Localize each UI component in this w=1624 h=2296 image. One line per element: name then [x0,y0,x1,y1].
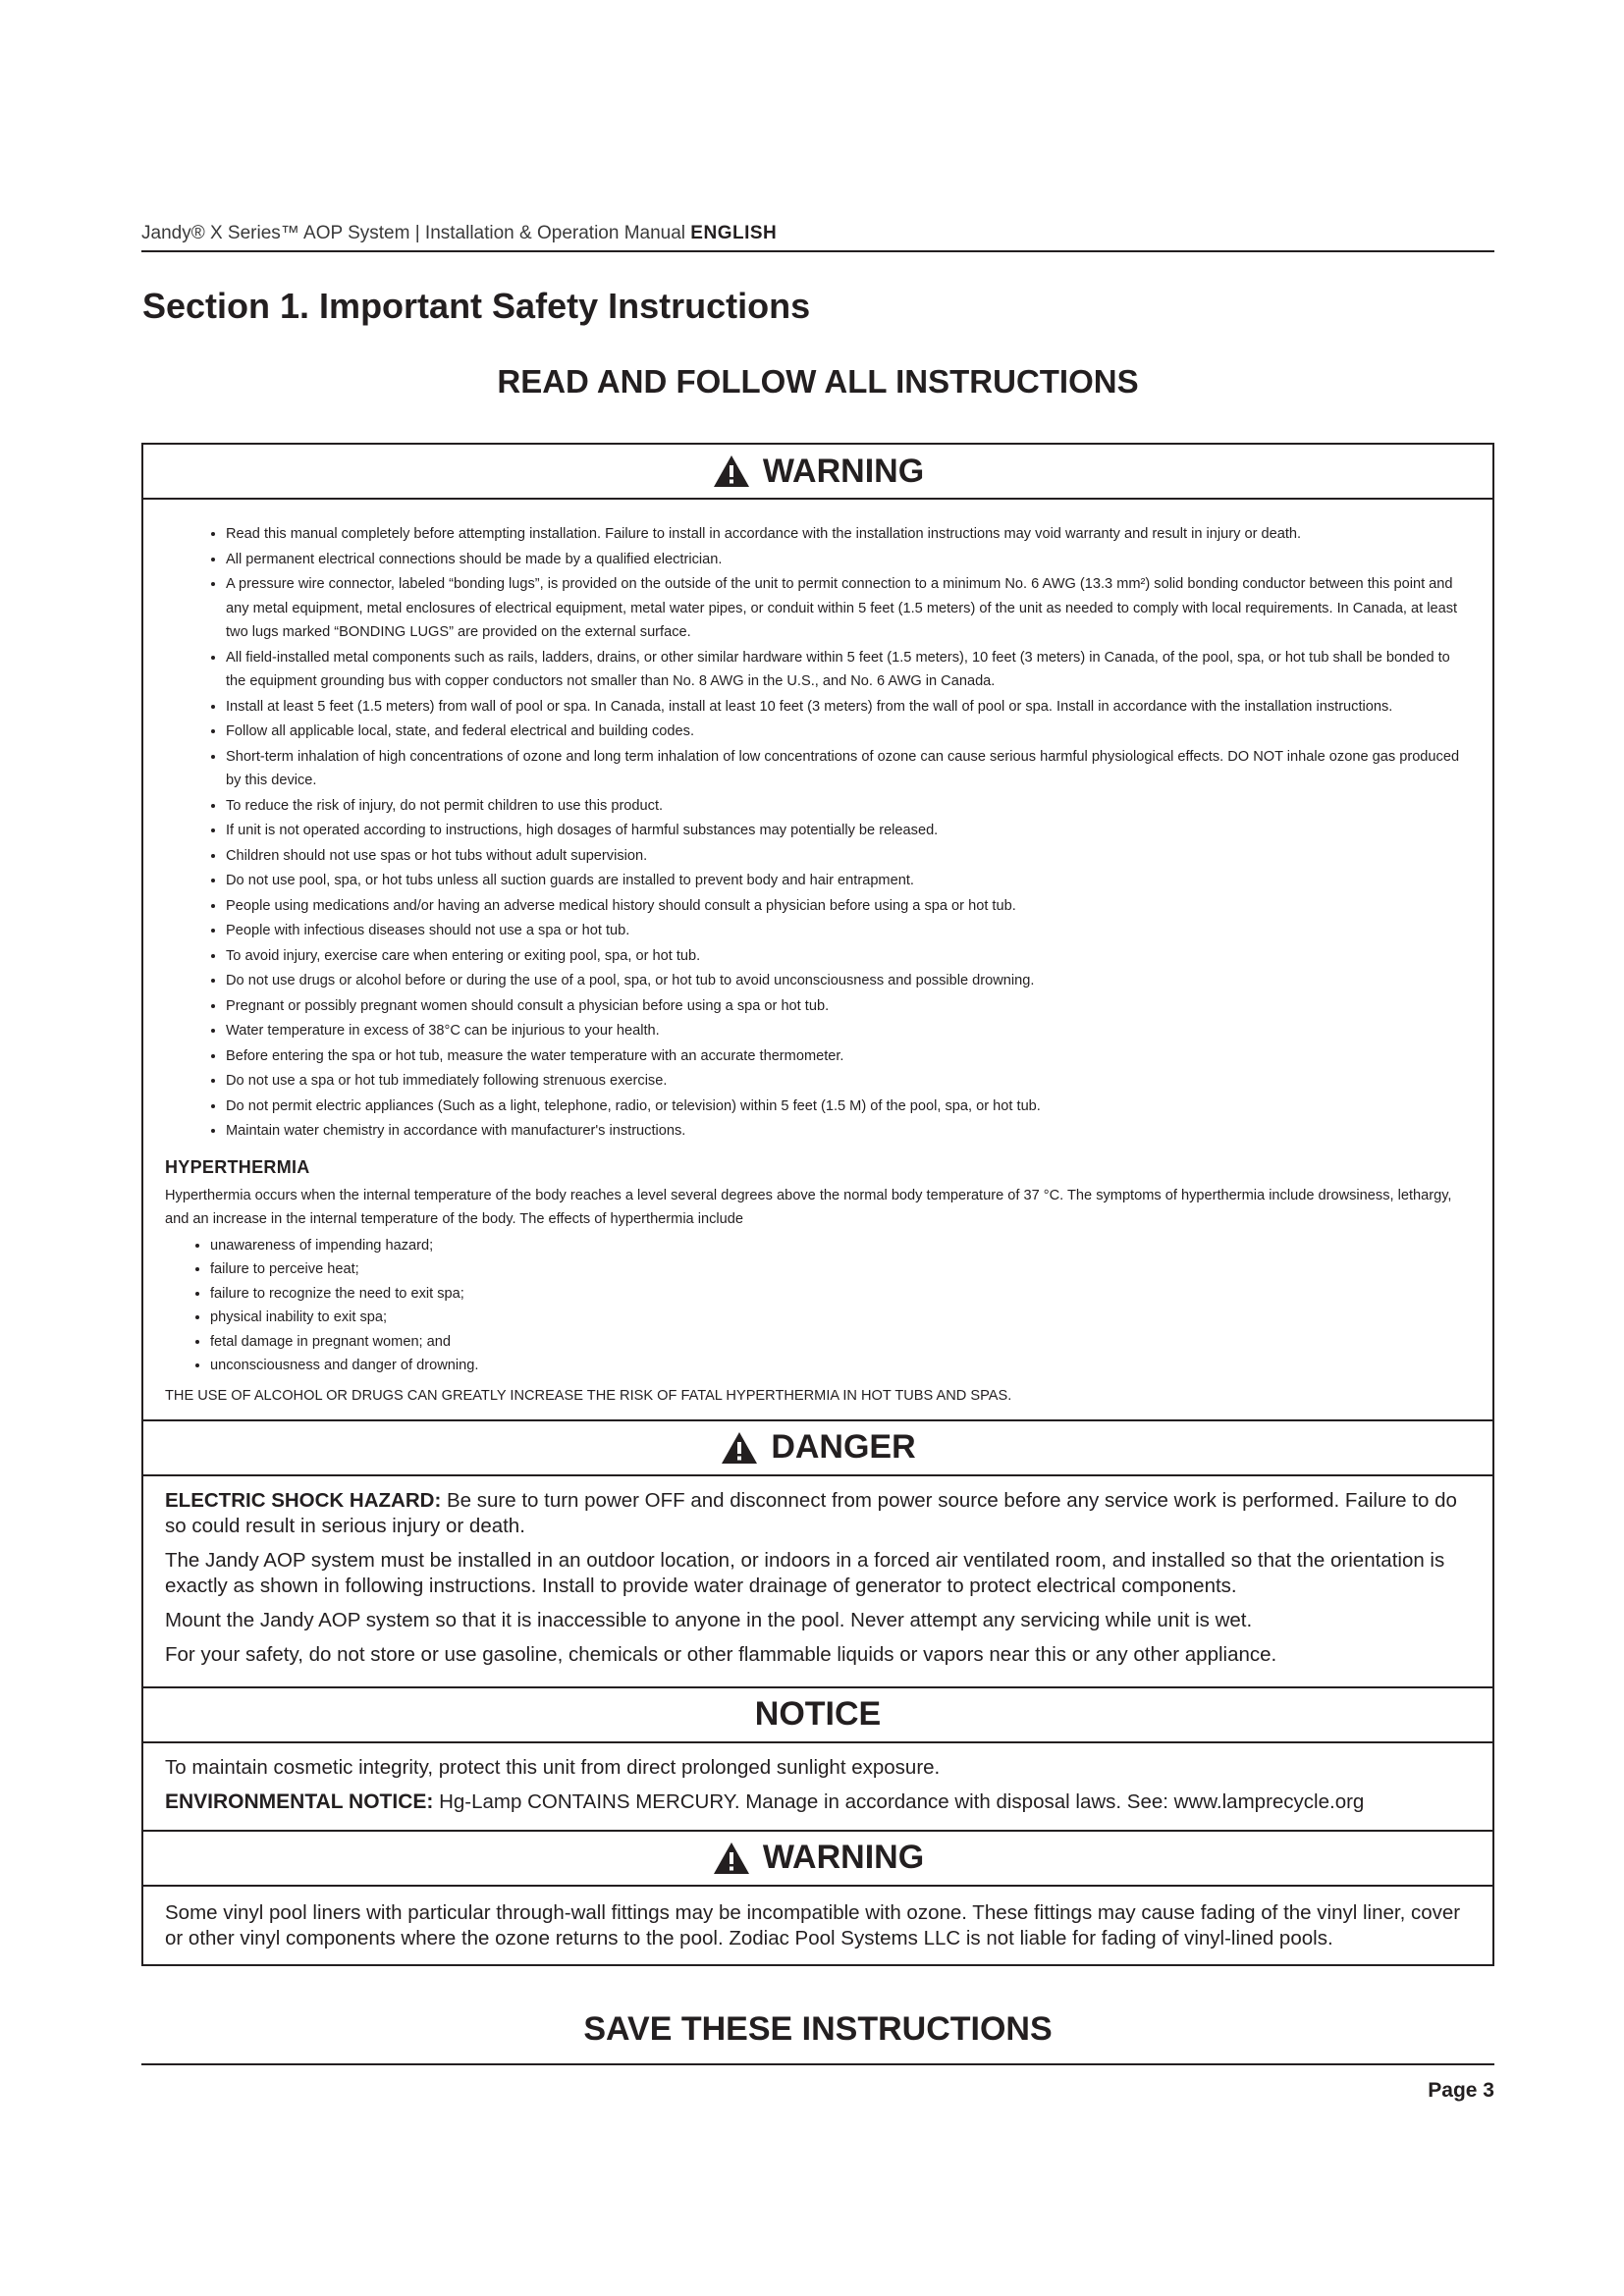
language-label: ENGLISH [690,223,778,243]
danger-header [143,1419,1492,1476]
warning-header [143,445,1492,500]
save-instructions-heading: SAVE THESE INSTRUCTIONS [583,2010,1053,2048]
hyperthermia-text: Hyperthermia occurs when the internal temperature of the body reaches a level several degrees above the normal body temperature of 37 °C. The symptoms of hyperthermia include drowsiness, lethargy, and an increase in the internal temperature of the body. The effects of hyperthermia include [165,1187,1452,1227]
list-item: • All field-installed metal components such as rails, ladders, drains, or other similar hardware within 5 feet (1.5 meters), 10 feet (3 meters) in Canada, of the pool, spa, or hot tub shall be bonded to the equipment grounding bus with copper conductors not smaller than No. 8 AWG in the U.S., and No. 6 AWG in Canada. [226,645,1471,694]
hyperthermia-effects-list [165,1234,1471,1378]
notice-title: NOTICE [754,1695,882,1733]
warning-body [143,500,1492,1419]
danger-paragraph [165,1488,1471,1539]
list-item: • unconsciousness and danger of drowning. [210,1354,1471,1378]
warning2-body [143,1887,1492,1964]
list-item: • People using medications and/or having an adverse medical history should consult a physician before using a spa or hot tub. [226,893,1471,919]
list-item: • unawareness of impending hazard; [210,1234,1471,1258]
list-item: • failure to recognize the need to exit spa; [210,1282,1471,1307]
warning2-text: Some vinyl pool liners with particular through-wall fittings may be incompatible with ozone. These fittings may cause fading of the vinyl liner, cover or other vinyl components where the ozone returns to the pool. Zodiac Pool Systems LLC is not liable for fading of vinyl-lined pools. [165,1900,1461,1949]
list-item: • Before entering the spa or hot tub, measure the water temperature with an accurate thermometer. [226,1043,1471,1069]
notice-paragraph: To maintain cosmetic integrity, protect this unit from direct prolonged sunlight exposure. [165,1755,941,1779]
list-item: • failure to perceive heat; [210,1257,1471,1282]
section-title: Section 1. Important Safety Instructions [142,286,811,326]
list-item: • Children should not use spas or hot tubs without adult supervision. [226,843,1471,869]
list-item: • Do not use pool, spa, or hot tubs unless all suction guards are installed to prevent body and hair entrapment. [226,868,1471,893]
warning-list [165,521,1471,1144]
warning-title: WARNING [762,452,925,490]
list-item: • fetal damage in pregnant women; and [210,1330,1471,1355]
warning-triangle-icon [712,454,751,489]
alcohol-drugs-warning: THE USE OF ALCOHOL OR DRUGS CAN GREATLY INCREASE THE RISK OF FATAL HYPERTHERMIA IN HOT TUBS AND SPAS. [165,1387,1012,1404]
list-item: • Pregnant or possibly pregnant women should consult a physician before using a spa or hot tub. [226,993,1471,1019]
environmental-notice [165,1789,1471,1815]
hyperthermia-heading: HYPERTHERMIA [165,1156,310,1177]
list-item: • Install at least 5 feet (1.5 meters) from wall of pool or spa. In Canada, install at least 10 feet (3 meters) from the wall of pool or spa. Install in accordance with the installation instructions. [226,694,1471,720]
running-head [141,223,1494,252]
running-head-text: Jandy® X Series™ AOP System | Installation & Operation Manual [141,223,686,243]
notice-body [143,1743,1492,1830]
list-item: • Read this manual completely before attempting installation. Failure to install in accordance with the installation instructions may void warranty and result in injury or death. [226,521,1471,547]
list-item: • To avoid injury, exercise care when entering or exiting pool, spa, or hot tub. [226,943,1471,969]
danger-text: Be sure to turn power OFF and disconnect from power source before any service work is performed. Failure to do so could result in serious injury or death. [165,1488,1457,1537]
list-item: • All permanent electrical connections should be made by a qualified electrician. [226,547,1471,572]
environmental-text: Hg-Lamp CONTAINS MERCURY. Manage in accordance with disposal laws. See: www.lamprecycle.org [439,1789,1365,1813]
list-item: • People with infectious diseases should not use a spa or hot tub. [226,918,1471,943]
danger-paragraph: The Jandy AOP system must be installed in an outdoor location, or indoors in a forced air ventilated room, and installed so that the orientation is exactly as shown in following instructions. Install to provide water drainage of generator to protect electrical components. [165,1548,1445,1597]
list-item: • Maintain water chemistry in accordance with manufacturer's instructions. [226,1118,1471,1144]
danger-triangle-icon [720,1430,759,1466]
warning-triangle-icon [712,1841,751,1876]
list-item: • Do not use drugs or alcohol before or during the use of a pool, spa, or hot tub to avoid unconsciousness and possible drowning. [226,968,1471,993]
environmental-lead: ENVIRONMENTAL NOTICE: [165,1789,434,1813]
list-item: • Water temperature in excess of 38°C can be injurious to your health. [226,1018,1471,1043]
list-item: • If unit is not operated according to instructions, high dosages of harmful substances may potentially be released. [226,818,1471,843]
list-item: • A pressure wire connector, labeled “bonding lugs”, is provided on the outside of the unit to permit connection to a minimum No. 6 AWG (13.3 mm²) solid bonding conductor between this point and any metal equipment, metal enclosures of electrical equipment, metal water pipes, or conduit within 5 feet (1.5 meters) of the unit as needed to comply with local requirements. In Canada, at least two lugs marked “BONDING LUGS” are provided on the external surface. [226,571,1471,645]
danger-paragraph: For your safety, do not store or use gasoline, chemicals or other flammable liquids or vapors near this or any other appliance. [165,1642,1277,1666]
list-item: • Do not permit electric appliances (Such as a light, telephone, radio, or television) within 5 feet (1.5 M) of the pool, spa, or hot tub. [226,1094,1471,1119]
page-number: Page 3 [1428,2079,1494,2102]
read-follow-heading: READ AND FOLLOW ALL INSTRUCTIONS [497,363,1139,400]
list-item: • physical inability to exit spa; [210,1306,1471,1330]
list-item: • To reduce the risk of injury, do not permit children to use this product. [226,793,1471,819]
list-item: • Follow all applicable local, state, and federal electrical and building codes. [226,719,1471,744]
danger-paragraph: Mount the Jandy AOP system so that it is inaccessible to anyone in the pool. Never attempt any servicing while unit is wet. [165,1608,1253,1631]
danger-title: DANGER [771,1428,916,1466]
notice-header [143,1686,1492,1743]
warning2-title: WARNING [762,1839,925,1876]
danger-body [143,1476,1492,1686]
safety-box [141,443,1494,1966]
danger-lead: ELECTRIC SHOCK HAZARD: [165,1488,442,1512]
list-item: • Do not use a spa or hot tub immediately following strenuous exercise. [226,1068,1471,1094]
footer-rule [141,2063,1494,2065]
warning2-header [143,1830,1492,1887]
list-item: • Short-term inhalation of high concentrations of ozone and long term inhalation of low concentrations of ozone can cause serious harmful physiological effects. DO NOT inhale ozone gas produced by this device. [226,744,1471,793]
